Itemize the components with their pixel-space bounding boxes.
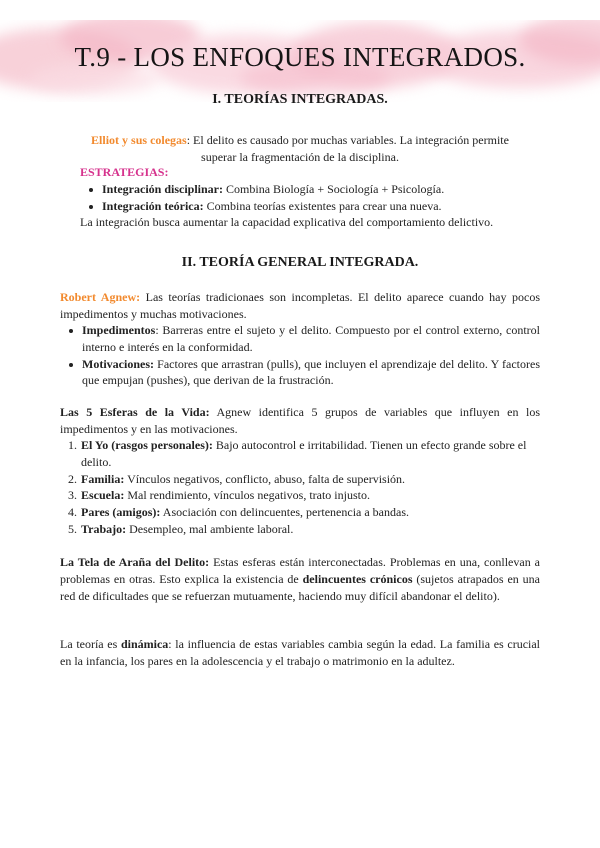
spheres-intro: Las 5 Esferas de la Vida: Agnew identifica 5 grupos de variables que influyen en los impedimentos y en las motivaciones. [60, 405, 540, 436]
list-item: Impedimentos: Barreras entre el sujeto y el delito. Compuesto por el control externo, control interno e interés en la conformidad. [60, 322, 540, 356]
list-item: Integración teórica: Combina teorías existentes para crear una nueva. [80, 198, 540, 215]
section-1-heading: I. TEORÍAS INTEGRADAS. [212, 92, 388, 107]
page-title: T.9 - LOS ENFOQUES INTEGRADOS. [74, 42, 526, 72]
authors-name: Elliot y sus colegas [91, 133, 187, 147]
section-1-conclusion: La integración busca aumentar la capacidad explicativa del comportamiento delictivo. [80, 215, 494, 229]
list-item: 3. Escuela: Mal rendimiento, vínculos negativos, trato injusto. [68, 488, 370, 503]
list-item: 4. Pares (amigos): Asociación con delincuentes, pertenencia a bandas. [68, 505, 410, 520]
list-item: 2. Familia: Vínculos negativos, conflicto, abuso, falta de supervisión. [68, 471, 406, 486]
spider-web-paragraph: La Tela de Araña del Delito: Estas esferas están interconectadas. Problemas en una, conllevan a problemas en otras. Esto explica la existencia de delincuentes crónicos (sujetos atrapados en una red de dificultades que se refuerzan mutuamente, haciendo muy difícil abandonar el delito). [60, 555, 540, 603]
factors-list [60, 322, 540, 389]
section-1-intro: Elliot y sus colegas: El delito es causado por muchas variables. La integración permite superar la fragmentación de la disciplina. [91, 133, 509, 164]
list-item: Motivaciones: Factores que arrastran (pulls), que incluyen el aprendizaje del delito. Y factores que empujan (pushes), que derivan de la frustración. [60, 356, 540, 390]
author-name: Robert Agnew: [60, 290, 141, 304]
strategies-list [80, 181, 540, 215]
agnew-intro: Robert Agnew: Las teorías tradicionaes son incompletas. El delito aparece cuando hay pocos impedimentos y muchas motivaciones. [60, 290, 540, 321]
list-item: 5. Trabajo: Desempleo, mal ambiente laboral. [68, 521, 294, 536]
section-2-heading: II. TEORÍA GENERAL INTEGRADA. [181, 255, 419, 270]
dynamic-paragraph: La teoría es dinámica: la influencia de estas variables cambia según la edad. La familia es crucial en la infancia, los pares en la adolescencia y el trabajo o matrimonio en la adultez. [60, 637, 541, 668]
spheres-list [60, 437, 540, 538]
list-item: Integración disciplinar: Combina Biología + Sociología + Psicología. [80, 181, 540, 198]
list-item: 1. El Yo (rasgos personales): Bajo autocontrol e irritabilidad. Tienen un efecto grande sobre el delito. [68, 438, 527, 469]
strategies-label: ESTRATEGIAS: [80, 165, 169, 179]
